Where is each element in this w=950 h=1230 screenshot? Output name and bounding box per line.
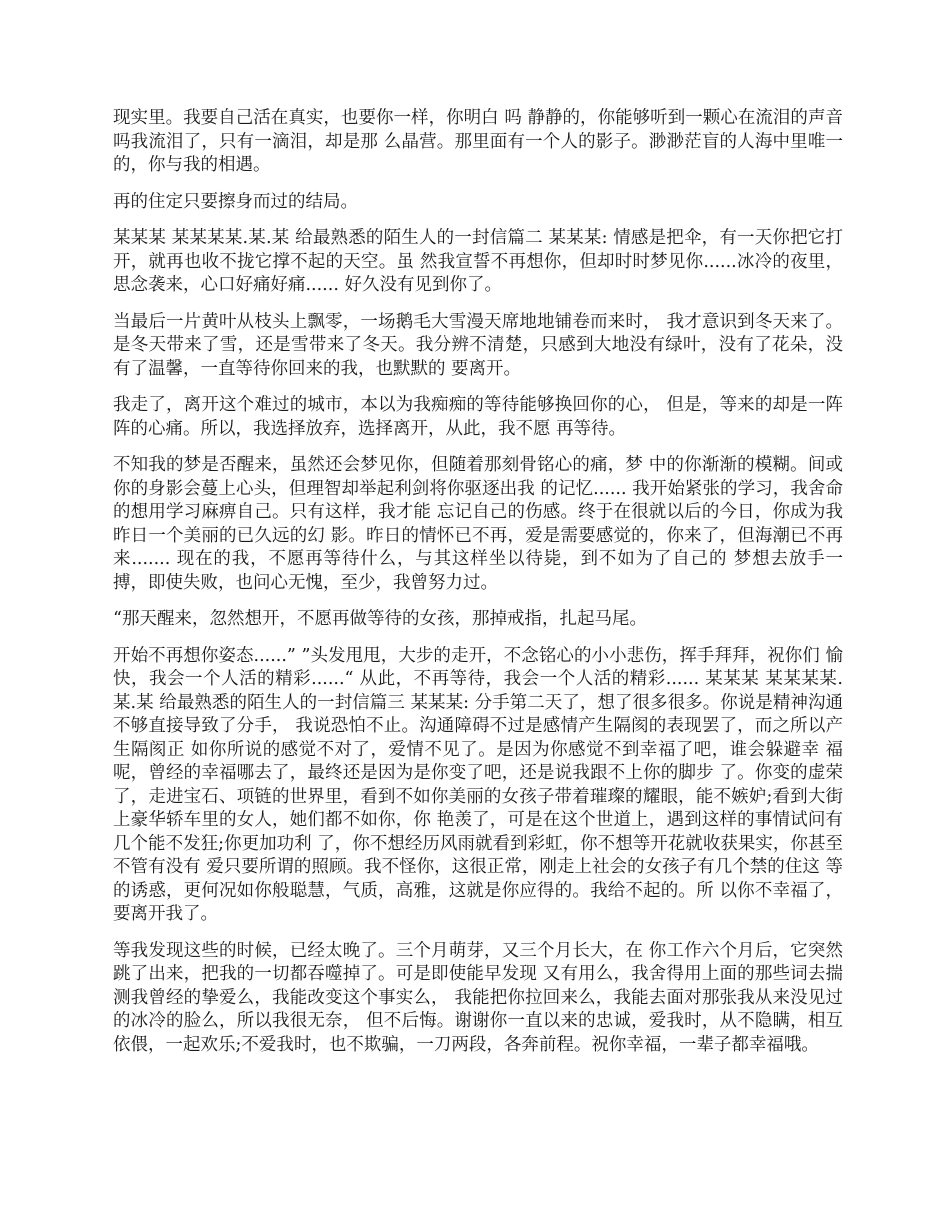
paragraph-6: 不知我的梦是否醒来，虽然还会梦见你，但随着那刻骨铭心的痛，梦 中的你渐渐的模糊。间或你的身影会蔓上心头，但理智却举起利剑将你驱逐出我 的记忆...... 我开始紧张的学习，我舍命的想用学习麻痹自己。只有这样，我才能 忘记自己的伤感。终于在很就以后的今日，你成为我昨日一个美丽的已久远的幻 影。昨日的情怀已不再，爱是需要感觉的，你来了，但海潮已不再来....... 现在的我，不愿再等待什么，与其这样坐以待毙，到不如为了自己的 梦想去放手一搏，即使失败，也问心无愧，至少，我曾努力过。: [113, 455, 843, 593]
paragraph-9: 等我发现这些的时候，已经太晚了。三个月萌芽，又三个月长大，在 你工作六个月后，它突然跳了出来，把我的一切都吞噬掉了。可是即使能早发现 又有用么，我舍得用上面的那些词去揣测我曾经的挚爱么，我能改变这个事实么， 我能把你拉回来么，我能去面对那张我从来没见过的冰冷的脸么，所以我很无奈， 但不后悔。谢谢你一直以来的忠诚，爱我时，从不隐瞒，相互依偎，一起欢乐;不爱我时，也不欺骗，一刀两段，各奔前程。祝你幸福，一辈子都幸福哦。: [113, 940, 843, 1055]
paragraph-8: 开始不再想你姿态......” ”头发甩甩，大步的走开，不念铭心的小小悲伤，挥手拜拜，祝你们 愉快，我会一个人活的精彩......“ 从此，不再等待，我会一个人活的精彩...... 某某某 某某某某.某.某 给最熟悉的陌生人的一封信篇三 某某某: 分手第二天了，想了很多很多。你说是精神沟通不够直接导致了分手， 我说恐怕不止。沟通障碍不过是感情产生隔阂的表现罢了，而之所以产生隔阂正 如你所说的感觉不对了，爱情不见了。是因为你感觉不到幸福了吧，谁会躲避幸 福呢，曾经的幸福哪去了，最终还是因为是你变了吧，还是说我跟不上你的脚步 了。你变的虚荣了，走进宝石、项链的世界里，看到不如你美丽的女孩子带着璀璨的耀眼，能不嫉妒;看到大街上豪华轿车里的女人，她们都不如你，你 艳羡了，可是在这个世道上，遇到这样的事情试问有几个能不发狂;你更加功利 了，你不想经历风雨就看到彩虹，你不想等开花就收获果实，你甚至不管有没有 爱只要所谓的照顾。我不怪你，这很正常，刚走上社会的女孩子有几个禁的住这 等的诱惑，更何况如你般聪慧，气质，高雅，这就是你应得的。我给不起的。所 以你不幸福了，要离开我了。: [113, 645, 843, 924]
paragraph-1: 现实里。我要自己活在真实，也要你一样，你明白 吗 静静的，你能够听到一颗心在流泪的声音吗我流泪了，只有一滴泪，却是那 么晶营。那里面有一个人的影子。渺渺茫盲的人海中里唯一的，你与我的相遇。: [113, 108, 843, 175]
paragraph-5: 我走了，离开这个难过的城市，本以为我痴痴的等待能够换回你的心， 但是，等来的却是一阵阵的心痛。所以，我选择放弃，选择离开，从此，我不愿 再等待。: [113, 395, 843, 439]
paragraph-2: 再的住定只要擦身而过的结局。: [113, 191, 358, 212]
paragraph-4: 当最后一片黄叶从枝头上飘零，一场鹅毛大雪漫天席地地铺卷而来时， 我才意识到冬天来了。是冬天带来了雪，还是雪带来了冬天。我分辨不清楚，只感到大地没有绿叶，没有了花朵，没有了温馨，一直等待你回来的我，也默默的 要离开。: [113, 311, 843, 379]
paragraph-3: 某某某 某某某某.某.某 给最熟悉的陌生人的一封信篇二 某某某: 情感是把伞，有一天你把它打开，就再也收不拢它撑不起的天空。虽 然我宣誓不再想你，但却时时梦见你......冰冷的夜里，思念袭来，心口好痛好痛...... 好久没有见到你了。: [113, 228, 843, 295]
document-body: [113, 107, 843, 1070]
paragraph-7: “那天醒来，忽然想开，不愿再做等待的女孩，那掉戒指，扎起马尾。: [113, 609, 647, 629]
